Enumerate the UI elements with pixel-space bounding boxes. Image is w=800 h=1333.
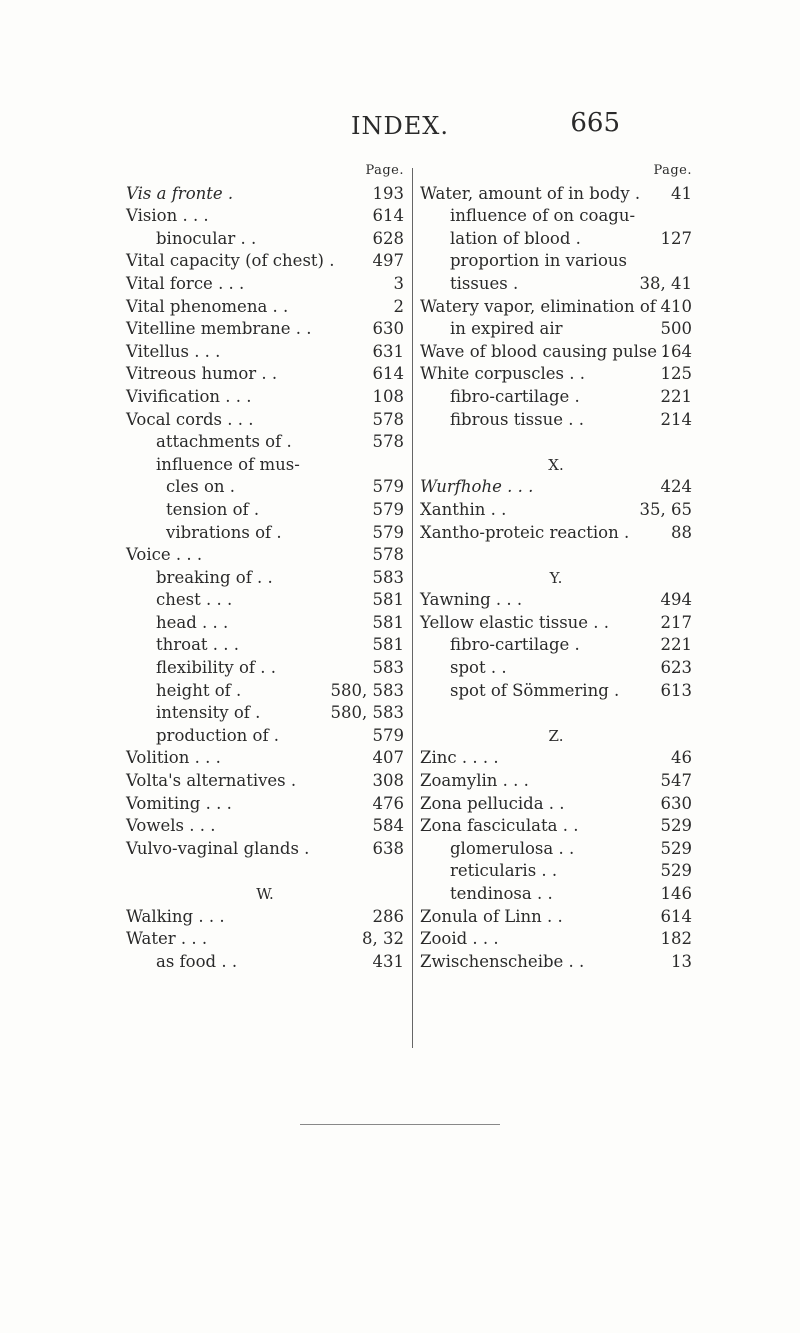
index-entry bbox=[420, 612, 692, 635]
index-column-left bbox=[126, 160, 404, 973]
section-letter-label: X. bbox=[548, 455, 564, 474]
index-term: Vitelline membrane . . bbox=[126, 319, 312, 339]
index-term: Watery vapor, elimination of bbox=[420, 296, 656, 316]
index-page-ref: 125 bbox=[660, 364, 692, 384]
index-term: Zwischenscheibe . . bbox=[420, 951, 585, 971]
index-page-ref: 410 bbox=[660, 296, 692, 316]
index-page-ref: 476 bbox=[372, 793, 404, 813]
index-term: White corpuscles . . bbox=[420, 364, 585, 384]
section-letter-label: Z. bbox=[548, 726, 564, 745]
index-page-ref: 500 bbox=[660, 319, 692, 339]
index-term: Yellow elastic tissue . . bbox=[420, 612, 610, 632]
index-term: throat . . . bbox=[156, 635, 240, 655]
index-term: Zona fasciculata . . bbox=[420, 816, 579, 836]
index-entry bbox=[126, 341, 404, 364]
index-page-ref: 630 bbox=[660, 793, 692, 813]
index-term: Vivification . . . bbox=[126, 386, 252, 406]
index-term: height of . bbox=[156, 680, 242, 700]
index-page-ref: 579 bbox=[372, 477, 404, 497]
index-entry bbox=[126, 228, 404, 251]
index-entry bbox=[126, 589, 404, 612]
index-entry bbox=[126, 793, 404, 816]
index-entry bbox=[126, 544, 404, 567]
index-page-ref: 8, 32 bbox=[362, 929, 404, 949]
index-page-ref: 41 bbox=[671, 183, 692, 203]
index-entry bbox=[420, 273, 692, 296]
index-page-ref: 584 bbox=[372, 816, 404, 836]
index-term: Zinc . . . . bbox=[420, 748, 499, 768]
index-page-ref: 308 bbox=[372, 771, 404, 791]
index-page-ref: 580, 583 bbox=[330, 703, 404, 723]
index-page-ref: 217 bbox=[660, 612, 692, 632]
index-entry bbox=[126, 680, 404, 703]
section-letter bbox=[420, 454, 692, 477]
index-page-ref: 529 bbox=[660, 816, 692, 836]
index-term: production of . bbox=[156, 725, 280, 745]
page-header bbox=[0, 108, 800, 148]
column-heading bbox=[420, 160, 692, 183]
index-entry bbox=[420, 499, 692, 522]
index-term: as food . . bbox=[156, 951, 238, 971]
index-page-ref: 214 bbox=[660, 409, 692, 429]
page-heading-label: Page. bbox=[653, 163, 692, 178]
page-title: INDEX. bbox=[351, 112, 449, 140]
index-term: Volition . . . bbox=[126, 748, 221, 768]
index-page-ref: 579 bbox=[372, 725, 404, 745]
index-page-ref: 193 bbox=[372, 183, 404, 203]
index-page-ref: 182 bbox=[660, 929, 692, 949]
index-entry bbox=[126, 928, 404, 951]
section-letter bbox=[420, 567, 692, 590]
section-letter bbox=[126, 883, 404, 906]
index-term: Vulvo-vaginal glands . bbox=[126, 838, 310, 858]
index-term: binocular . . bbox=[156, 228, 257, 248]
index-term: chest . . . bbox=[156, 590, 233, 610]
index-page-ref: 579 bbox=[372, 522, 404, 542]
index-page-ref: 88 bbox=[671, 522, 692, 542]
index-entry bbox=[420, 928, 692, 951]
index-term: fibrous tissue . . bbox=[450, 409, 584, 429]
index-entry bbox=[126, 838, 404, 861]
index-column-right bbox=[420, 160, 692, 973]
index-entry bbox=[420, 906, 692, 929]
index-entry bbox=[420, 589, 692, 612]
index-term: lation of blood . bbox=[450, 228, 581, 248]
index-entry bbox=[420, 702, 692, 725]
index-entry bbox=[126, 409, 404, 432]
index-entry bbox=[420, 296, 692, 319]
index-page-ref: 628 bbox=[372, 228, 404, 248]
section-letter-label: Y. bbox=[549, 568, 563, 587]
index-term: Wave of blood causing pulse . bbox=[420, 341, 668, 361]
index-entry bbox=[126, 250, 404, 273]
index-page-ref: 581 bbox=[372, 612, 404, 632]
index-term: Yawning . . . bbox=[420, 590, 523, 610]
index-page-ref: 13 bbox=[671, 951, 692, 971]
index-term: proportion in various bbox=[450, 251, 627, 271]
index-page-ref: 35, 65 bbox=[639, 499, 692, 519]
index-entry bbox=[126, 431, 404, 454]
index-page-ref: 583 bbox=[372, 567, 404, 587]
index-term: Zooid . . . bbox=[420, 929, 499, 949]
index-page-ref: 638 bbox=[372, 838, 404, 858]
index-entry bbox=[126, 860, 404, 883]
index-term: Vitreous humor . . bbox=[126, 364, 278, 384]
index-term: Vomiting . . . bbox=[126, 793, 232, 813]
index-page-ref: 579 bbox=[372, 499, 404, 519]
index-entry bbox=[126, 499, 404, 522]
index-term: Vitellus . . . bbox=[126, 341, 221, 361]
index-entry bbox=[420, 183, 692, 206]
index-page-ref: 221 bbox=[660, 635, 692, 655]
index-page-ref: 614 bbox=[372, 364, 404, 384]
index-term: Vital capacity (of chest) . bbox=[126, 251, 335, 271]
index-page-ref: 631 bbox=[372, 341, 404, 361]
column-heading bbox=[126, 160, 404, 183]
index-term: Xanthin . . bbox=[420, 499, 507, 519]
index-entry bbox=[126, 386, 404, 409]
index-term: tissues . bbox=[450, 273, 519, 293]
index-entry bbox=[126, 318, 404, 341]
index-term: Wurfhohe . . . bbox=[420, 477, 534, 497]
index-page-ref: 581 bbox=[372, 590, 404, 610]
index-term: Walking . . . bbox=[126, 906, 225, 926]
page-heading-label: Page. bbox=[365, 163, 404, 178]
index-entry bbox=[420, 680, 692, 703]
index-entry bbox=[420, 228, 692, 251]
index-entry bbox=[420, 409, 692, 432]
index-page-ref: 424 bbox=[660, 477, 692, 497]
index-page-ref: 3 bbox=[393, 273, 404, 293]
index-term: breaking of . . bbox=[156, 567, 273, 587]
index-page-ref: 407 bbox=[372, 748, 404, 768]
index-page-ref: 127 bbox=[660, 228, 692, 248]
index-term: tendinosa . . bbox=[450, 884, 553, 903]
index-entry bbox=[420, 815, 692, 838]
index-term: influence of mus- bbox=[156, 454, 300, 474]
index-term: cles on . bbox=[166, 477, 236, 497]
index-page-ref: 581 bbox=[372, 635, 404, 655]
index-entry bbox=[420, 476, 692, 499]
index-entry bbox=[126, 205, 404, 228]
index-page-ref: 613 bbox=[660, 680, 692, 700]
index-term: in expired air bbox=[450, 319, 563, 339]
index-entry bbox=[126, 815, 404, 838]
index-entry bbox=[126, 906, 404, 929]
index-entry bbox=[126, 702, 404, 725]
section-letter bbox=[420, 725, 692, 748]
index-page-ref: 614 bbox=[660, 906, 692, 926]
index-page-ref: 46 bbox=[671, 748, 692, 768]
index-entry bbox=[420, 657, 692, 680]
index-term: Water . . . bbox=[126, 929, 208, 949]
index-term: Vital force . . . bbox=[126, 273, 245, 293]
index-page-ref: 2 bbox=[393, 296, 404, 316]
index-entry bbox=[126, 476, 404, 499]
index-entry bbox=[420, 363, 692, 386]
index-page-ref: 547 bbox=[660, 771, 692, 791]
index-term: spot of Sömmering . bbox=[450, 680, 620, 700]
index-term: tension of . bbox=[166, 499, 260, 519]
index-entry bbox=[126, 454, 404, 477]
index-term: Zona pellucida . . bbox=[420, 793, 565, 813]
index-page-ref: 578 bbox=[372, 409, 404, 429]
index-entry bbox=[420, 747, 692, 770]
page-number: 665 bbox=[570, 108, 620, 138]
index-entry bbox=[420, 860, 692, 883]
index-entry bbox=[420, 883, 692, 906]
index-term: Vowels . . . bbox=[126, 816, 216, 836]
index-page-ref: 108 bbox=[372, 386, 404, 406]
index-page-ref: 623 bbox=[660, 658, 692, 678]
index-term: Vital phenomena . . bbox=[126, 296, 289, 316]
index-term: Xantho-proteic reaction . bbox=[420, 522, 630, 542]
index-term: spot . . bbox=[450, 658, 507, 678]
index-entry bbox=[126, 522, 404, 545]
index-page-ref: 630 bbox=[372, 319, 404, 339]
index-entry bbox=[420, 386, 692, 409]
index-entry bbox=[126, 567, 404, 590]
index-term: Volta's alternatives . bbox=[126, 771, 297, 791]
index-entry bbox=[420, 250, 692, 273]
section-letter-label: W. bbox=[256, 885, 274, 903]
index-entry bbox=[126, 296, 404, 319]
column-divider bbox=[412, 168, 413, 1048]
index-entry bbox=[126, 612, 404, 635]
index-entry bbox=[126, 273, 404, 296]
index-term: Vocal cords . . . bbox=[126, 409, 254, 429]
index-term: Vis a fronte . bbox=[126, 183, 234, 203]
index-entry bbox=[420, 951, 692, 974]
index-page-ref: 580, 583 bbox=[330, 680, 404, 700]
index-term: reticularis . . bbox=[450, 861, 558, 881]
index-page-ref: 164 bbox=[660, 341, 692, 361]
index-term: Zoamylin . . . bbox=[420, 771, 529, 791]
index-entry bbox=[420, 318, 692, 341]
index-term: Zonula of Linn . . bbox=[420, 906, 563, 926]
index-page-ref: 494 bbox=[660, 590, 692, 610]
index-page-ref: 529 bbox=[660, 861, 692, 881]
index-entry bbox=[420, 793, 692, 816]
index-page-ref: 221 bbox=[660, 386, 692, 406]
index-term: fibro-cartilage . bbox=[450, 635, 580, 655]
index-entry bbox=[126, 657, 404, 680]
index-page-ref: 286 bbox=[372, 906, 404, 926]
index-entry bbox=[420, 838, 692, 861]
index-term: influence of on coagu- bbox=[450, 206, 636, 226]
index-page-ref: 578 bbox=[372, 545, 404, 565]
index-entry bbox=[126, 183, 404, 206]
index-entry bbox=[420, 770, 692, 793]
index-entry bbox=[420, 522, 692, 545]
index-page-ref: 38, 41 bbox=[639, 273, 692, 293]
index-entry bbox=[420, 205, 692, 228]
index-entry bbox=[126, 725, 404, 748]
index-page-ref: 146 bbox=[660, 884, 692, 903]
index-page-ref: 497 bbox=[372, 251, 404, 271]
index-page-ref: 614 bbox=[372, 206, 404, 226]
index-term: flexibility of . . bbox=[156, 658, 276, 678]
index-term: Vision . . . bbox=[126, 206, 209, 226]
index-entry bbox=[420, 634, 692, 657]
index-page-ref: 583 bbox=[372, 658, 404, 678]
index-term: glomerulosa . . bbox=[450, 838, 575, 858]
index-term: head . . . bbox=[156, 612, 229, 632]
index-term: intensity of . bbox=[156, 703, 261, 723]
index-entry bbox=[126, 363, 404, 386]
index-entry bbox=[420, 431, 692, 454]
index-term: Water, amount of in body . bbox=[420, 183, 641, 203]
index-entry bbox=[126, 634, 404, 657]
footer-rule bbox=[300, 1124, 500, 1125]
index-entry bbox=[420, 341, 692, 364]
index-page-ref: 431 bbox=[372, 951, 404, 971]
index-term: attachments of . bbox=[156, 432, 292, 452]
index-term: fibro-cartilage . bbox=[450, 386, 580, 406]
index-page-ref: 529 bbox=[660, 838, 692, 858]
index-page-ref: 578 bbox=[372, 432, 404, 452]
index-term: Voice . . . bbox=[126, 545, 203, 565]
index-entry bbox=[126, 951, 404, 974]
index-entry bbox=[126, 770, 404, 793]
index-term: vibrations of . bbox=[166, 522, 282, 542]
index-entry bbox=[420, 544, 692, 567]
index-entry bbox=[126, 747, 404, 770]
